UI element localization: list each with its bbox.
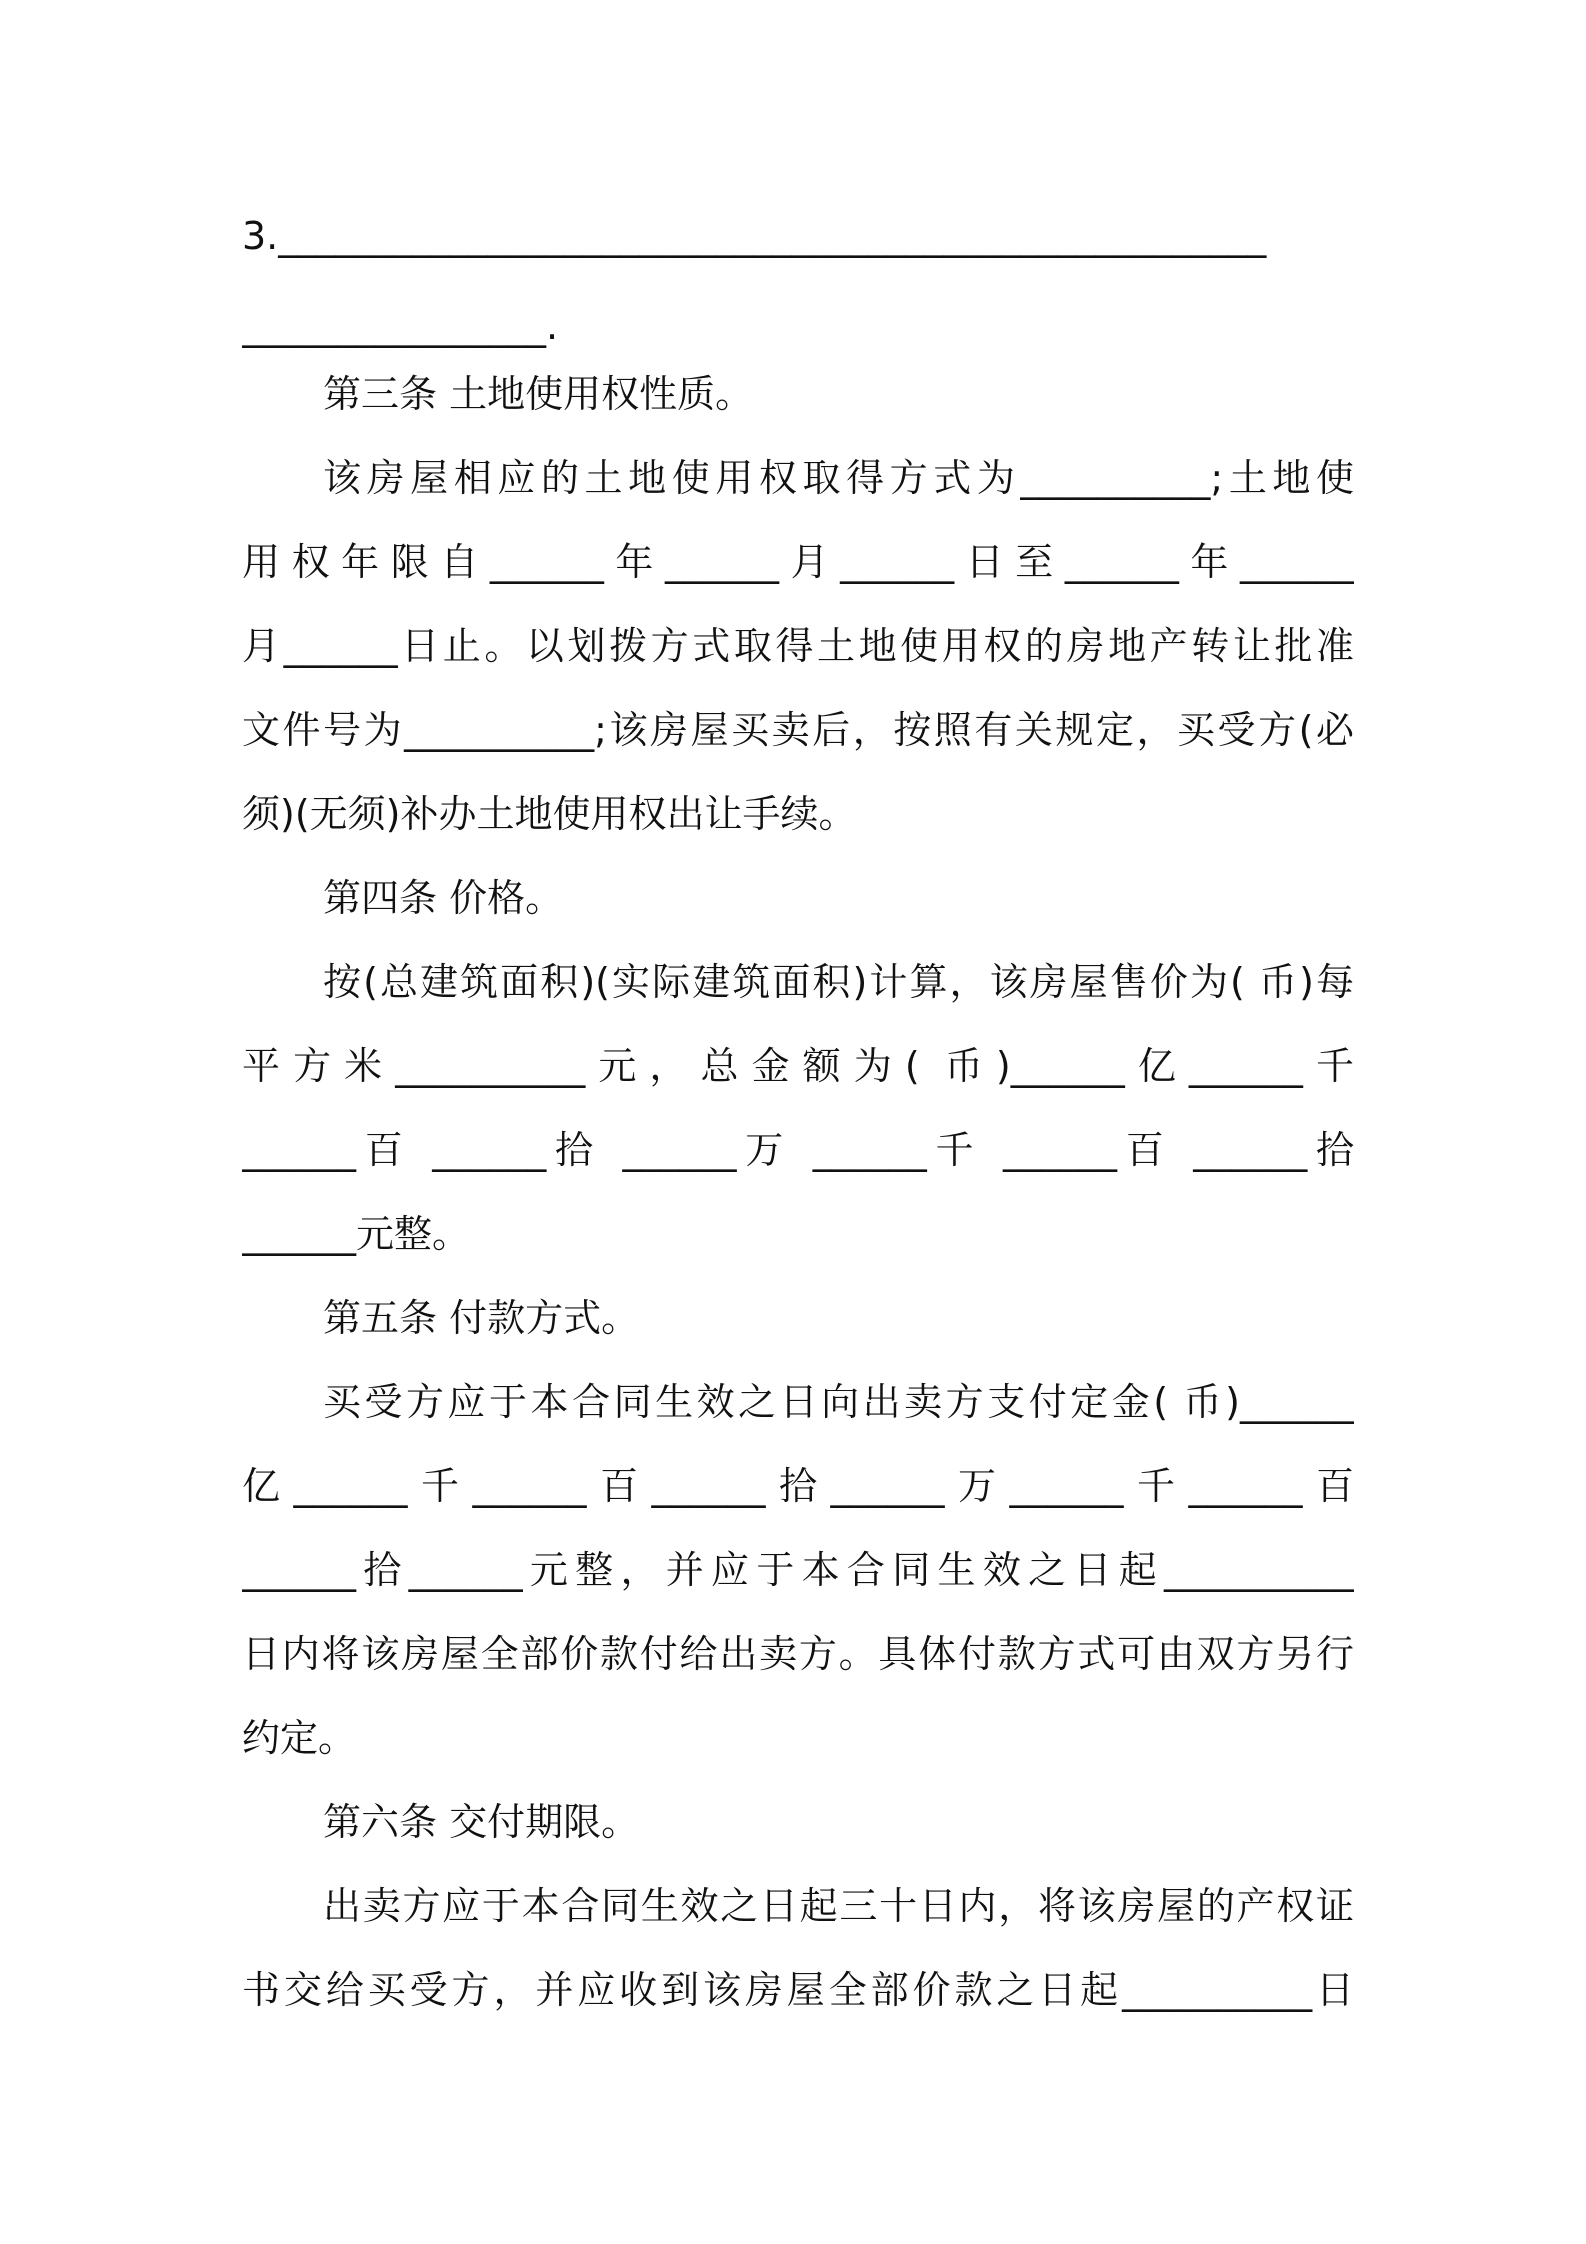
article-3-paragraph-line-4: 文件号为__________;该房屋买卖后，按照有关规定，买受方(必	[242, 708, 1354, 752]
article-3-paragraph-line-2: 用权年限自______年______月______日至______年______	[242, 540, 1354, 584]
article-5-paragraph-line-2: 亿______千______百______拾______万______千______百	[242, 1464, 1354, 1508]
article-3-paragraph-line-3: 月______日止。以划拨方式取得土地使用权的房地产转让批准	[242, 624, 1354, 668]
clause-item-3-blank-continuation: ________________.	[242, 304, 559, 348]
article-4-paragraph-line-1: 按(总建筑面积)(实际建筑面积)计算，该房屋售价为( 币)每	[323, 960, 1354, 1004]
article-6-paragraph-line-1: 出卖方应于本合同生效之日起三十日内，将该房屋的产权证	[323, 1884, 1354, 1928]
article-3-heading: 第三条 土地使用权性质。	[323, 372, 754, 416]
article-4-heading: 第四条 价格。	[323, 876, 564, 920]
article-4-paragraph-line-3: ______百 ______拾 ______万 ______千 ______百 ______拾	[242, 1128, 1354, 1172]
clause-item-3-blank-line: 3.____________________________________________________	[242, 214, 1267, 258]
article-4-paragraph-line-2: 平方米__________元，总金额为( 币)______亿______千	[242, 1044, 1354, 1088]
article-5-paragraph-line-4: 日内将该房屋全部价款付给出卖方。具体付款方式可由双方另行	[242, 1632, 1354, 1676]
article-6-paragraph-line-2: 书交给买受方，并应收到该房屋全部价款之日起__________日	[242, 1968, 1354, 2012]
article-3-paragraph-line-1: 该房屋相应的土地使用权取得方式为__________;土地使	[323, 456, 1354, 500]
article-6-heading: 第六条 交付期限。	[323, 1800, 640, 1844]
article-4-paragraph-line-4: ______元整。	[242, 1212, 471, 1256]
article-3-paragraph-line-5: 须)(无须)补办土地使用权出让手续。	[242, 792, 857, 836]
article-5-paragraph-line-5: 约定。	[242, 1716, 357, 1760]
article-5-paragraph-line-1: 买受方应于本合同生效之日向出卖方支付定金( 币)______	[323, 1380, 1354, 1424]
article-5-paragraph-line-3: ______拾______元整，并应于本合同生效之日起__________	[242, 1548, 1354, 1592]
article-5-heading: 第五条 付款方式。	[323, 1296, 640, 1340]
